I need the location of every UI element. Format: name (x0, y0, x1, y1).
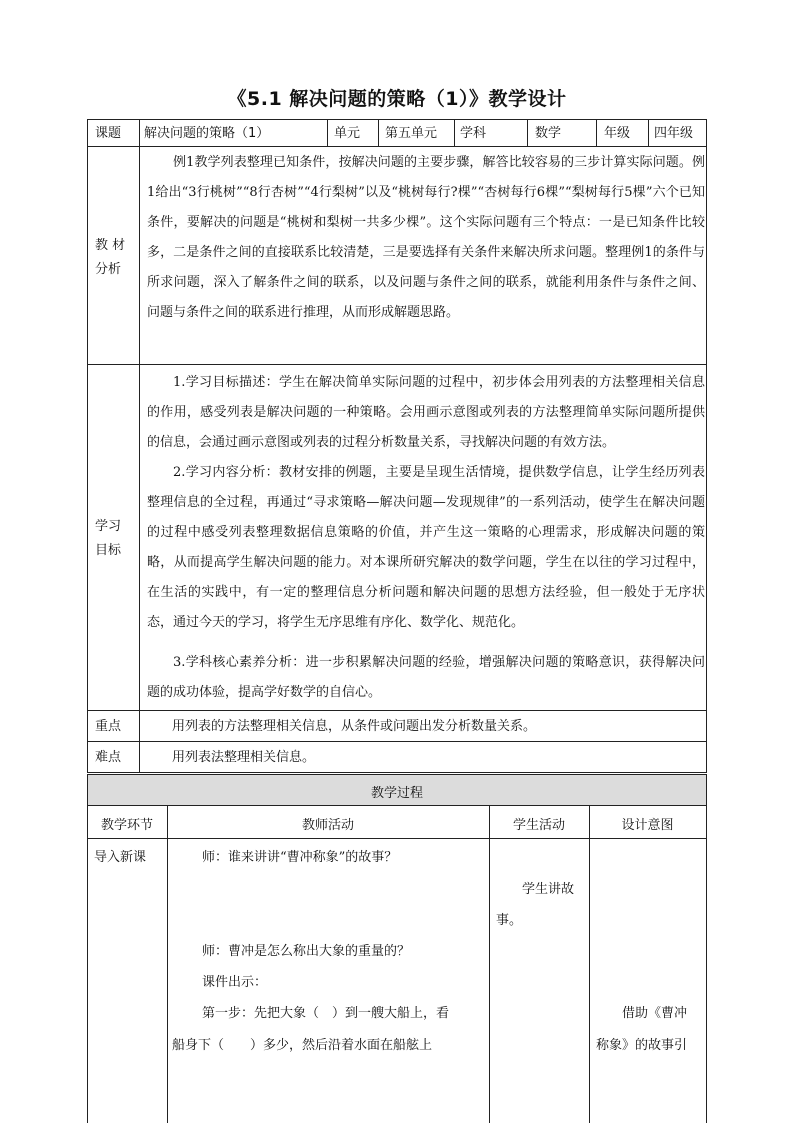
column-header-teacher: 教师活动 (301, 818, 354, 833)
teacher-line-3: 课件出示： (202, 975, 268, 990)
grade-value: 四年级 (654, 126, 694, 141)
goals-label: 学习 目标 (95, 519, 122, 558)
teacher-line-2: 师：曹冲是怎么称出大象的重量的？ (202, 944, 411, 959)
student-activity-line-2: 事。 (496, 913, 523, 928)
student-activity-line-1: 学生讲故 (522, 882, 575, 897)
key-point-label: 重点 (95, 719, 122, 734)
difficulty-text: 用列表法整理相关信息。 (172, 750, 316, 765)
subject-value: 数学 (535, 126, 562, 141)
column-header-intent: 设计意图 (621, 818, 674, 833)
teacher-line-1: 师：谁来讲讲“曹冲称象”的故事？ (202, 850, 398, 865)
course-label: 课题 (95, 126, 122, 141)
design-intent-line-1: 借助《曹冲 (622, 1006, 688, 1021)
difficulty-label: 难点 (95, 750, 122, 765)
column-header-student: 学生活动 (512, 818, 565, 833)
goals-paragraph-3: 3.学科核心素养分析：进一步积累解决问题的经验，增强解决问题的策略意识，获得解决问题的成功体验，提高学好数学的自信心。 (147, 655, 705, 700)
course-value: 解决问题的策略（1） (144, 126, 270, 141)
design-intent-line-2: 称象》的故事引 (596, 1038, 688, 1053)
grade-label: 年级 (604, 126, 631, 141)
unit-label: 单元 (334, 126, 361, 141)
unit-value: 第五单元 (385, 126, 438, 141)
key-point-text: 用列表的方法整理相关信息，从条件或问题出发分析数量关系。 (172, 719, 537, 734)
goals-paragraph-2: 2.学习内容分析：教材安排的例题，主要是呈现生活情境，提供数学信息，让学生经历列表整理信息的全过程，再通过“寻求策略—解决问题—发现规律”的一系列活动，使学生在解决问题的过程中感受列表整理数据信息策略的价值，并产生这一策略的心理需求，形成解决问题的策略，从而提高学生解决问题的能力。对本课所研究解决的数学问题，学生在以往的学习过程中，在生活的实践中，有一定的整理信息分析问题和解决问题的思想方法经验，但一般处于无序状态，通过今天的学习，将学生无序思维有序化、数学化、规范化。 (147, 465, 705, 630)
goals-paragraph-1: 1.学习目标描述：学生在解决简单实际问题的过程中，初步体会用列表的方法整理相关信息的作用，感受列表是解决问题的一种策略。会用画示意图或列表的方法整理简单实际问题所提供的信息，会通过画示意图或列表的过程分析数量关系，寻找解决问题的有效方法。 (147, 375, 705, 450)
column-header-stage: 教学环节 (100, 818, 153, 833)
process-header: 教学过程 (370, 786, 423, 801)
stage-name: 导入新课 (94, 850, 147, 865)
teacher-line-4: 第一步：先把大象（ ）到一艘大船上，看 (202, 1006, 450, 1021)
teacher-line-5: 船身下（ ）多少，然后沿着水面在船舷上 (172, 1038, 433, 1053)
analysis-label: 教 材 分析 (95, 238, 126, 277)
subject-label: 学科 (460, 126, 487, 141)
analysis-text: 例1教学列表整理已知条件，按解决问题的主要步骤，解答比较容易的三步计算实际问题。例1给出“3行桃树”“8行杏树”“4行梨树”以及“桃树每行?棵”“杏树每行6棵”“梨树每行5棵”六个已知条件，要解决的问题是“桃树和梨树一共多少棵”。这个实际问题有三个特点：一是已知条件比较多，二是条件之间的直接联系比较清楚，三是要选择有关条件来解决所求问题。整理例1的条件与所求问题，深入了解条件之间的联系，以及问题与条件之间的联系，就能利用条件与条件之间、问题与条件之间的联系进行推理，从而形成解题思路。 (147, 155, 705, 320)
document-title: 《5.1 解决问题的策略（1）》教学设计 (227, 88, 567, 110)
